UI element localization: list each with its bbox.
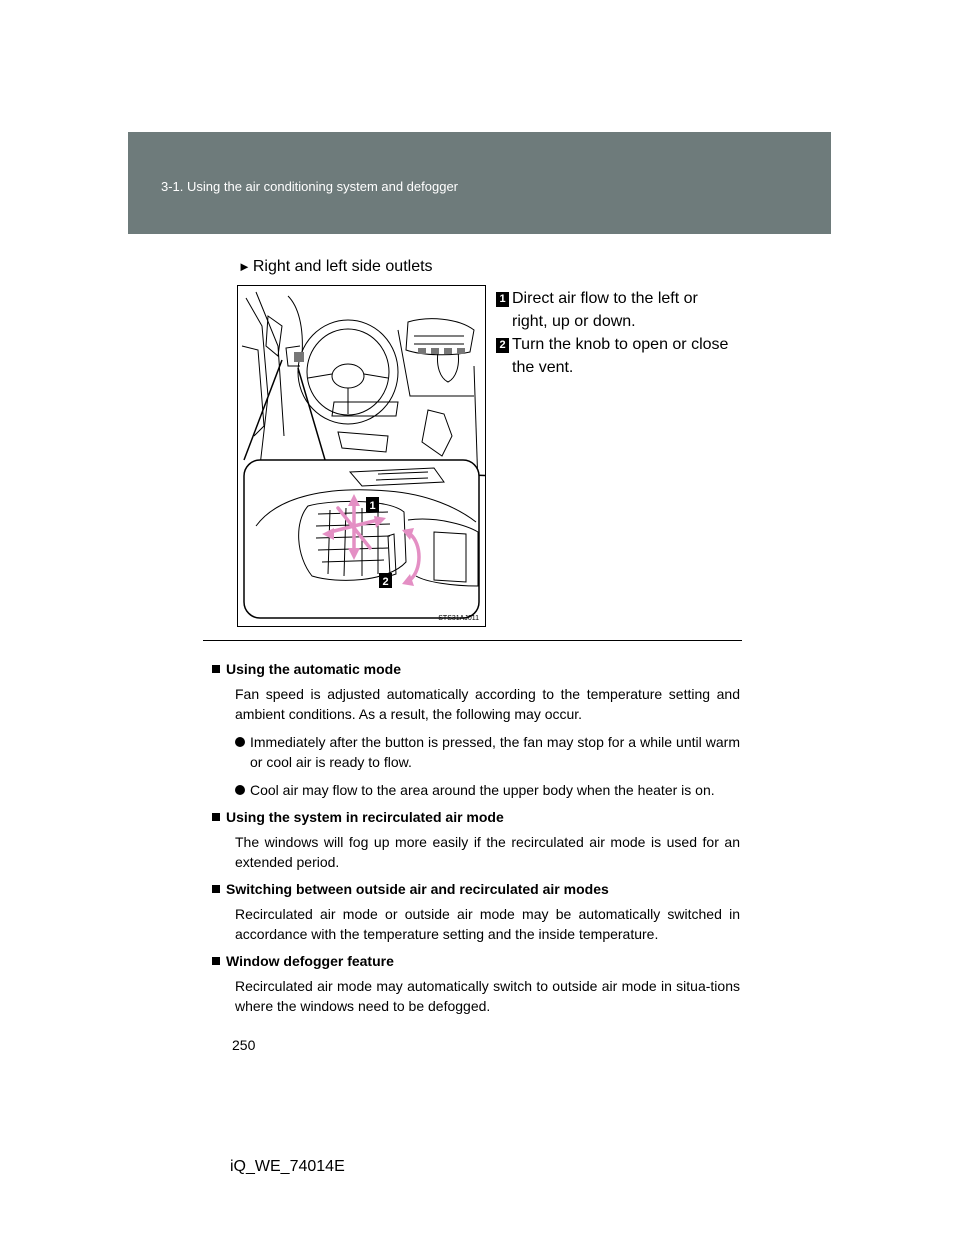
- section-title: 3-1. Using the air conditioning system and defogger: [161, 179, 459, 194]
- note-heading: Window defogger feature: [212, 952, 740, 970]
- square-bullet-icon: [212, 957, 220, 965]
- subheading-text: Right and left side outlets: [252, 258, 433, 275]
- callout-2-line2: the vent.: [512, 359, 574, 376]
- note-body: Recirculated air mode may automatically switch to outside air mode in situa-tions where the windows need to be defogged.: [235, 978, 740, 1014]
- round-bullet-icon: [235, 737, 245, 747]
- callout-1-number: 1: [496, 292, 509, 307]
- note-heading: Switching between outside air and recirculated air modes: [212, 880, 740, 898]
- section-header-band: [128, 132, 831, 234]
- note-heading: Using the automatic mode: [212, 660, 740, 678]
- marker-2-label: 2: [382, 576, 389, 588]
- callout-1: [496, 287, 740, 333]
- note-body: Recirculated air mode or outside air mode may be automatically switched in accordance with the temperature setting and the inside temperature.: [235, 906, 740, 942]
- callout-2: [496, 333, 740, 379]
- bullet-item: Immediately after the button is pressed, the fan may stop for a while until warm or cool air is ready to flow.: [235, 732, 740, 772]
- section-divider: [203, 640, 742, 641]
- callout-1-line2: right, up or down.: [512, 313, 636, 330]
- square-bullet-icon: [212, 885, 220, 893]
- document-code: iQ_WE_74014E: [230, 1158, 345, 1175]
- triangle-right-icon: ►: [238, 259, 251, 274]
- bullet-item: Cool air may flow to the area around the upper body when the heater is on.: [235, 780, 740, 800]
- note-body: Fan speed is adjusted automatically according to the temperature setting and ambient conditions. As a result, the following may occur.: [235, 686, 740, 722]
- vent-illustration: [237, 285, 486, 627]
- square-bullet-icon: [212, 813, 220, 821]
- square-bullet-icon: [212, 665, 220, 673]
- dashboard-vent-drawing: [238, 286, 486, 627]
- note-body: The windows will fog up more easily if the recirculated air mode is used for an extended period.: [235, 834, 740, 870]
- round-bullet-icon: [235, 785, 245, 795]
- callout-2-number: 2: [496, 338, 509, 353]
- callout-2-line1: Turn the knob to open or close: [512, 336, 729, 353]
- marker-1-label: 1: [369, 500, 376, 512]
- note-heading: Using the system in recirculated air mode: [212, 808, 740, 826]
- figure-caption: STS31AJ011: [438, 615, 479, 622]
- subheading: [238, 258, 433, 276]
- page-number: 250: [232, 1037, 256, 1053]
- callout-1-line1: Direct air flow to the left or: [512, 290, 698, 307]
- notes-section: [212, 660, 740, 1024]
